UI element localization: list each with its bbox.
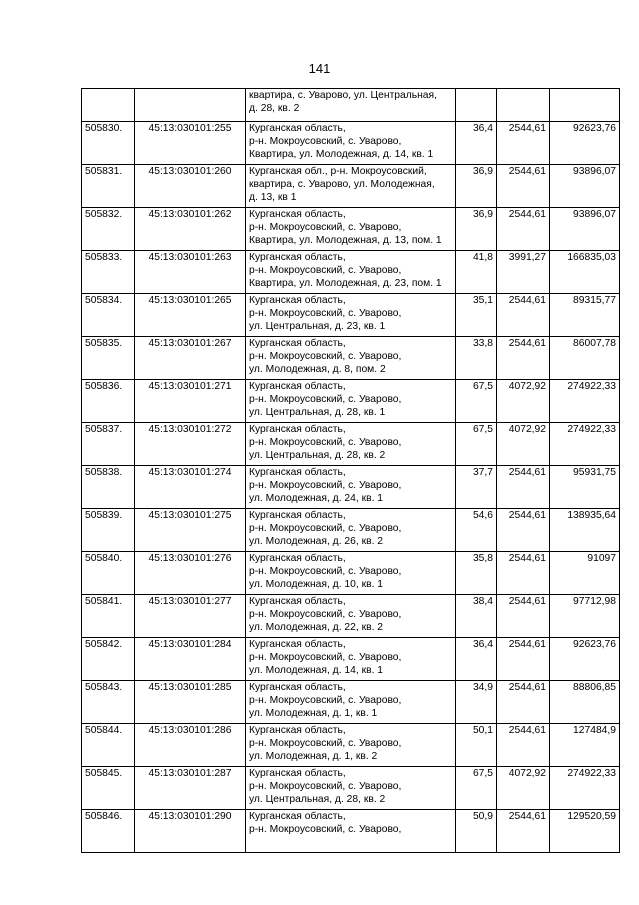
specific-value-cell: 2544,61	[497, 810, 550, 853]
table-row	[82, 681, 620, 724]
table-row	[82, 208, 620, 251]
cadastral-value-cell	[550, 89, 620, 122]
cadastral-number-cell: 45:13:030101:275	[135, 509, 246, 552]
cadastral-value-cell: 93896,07	[550, 208, 620, 251]
address-line: Курганская область,	[249, 209, 346, 220]
address-line: Курганская область,	[249, 553, 346, 564]
area-cell: 67,5	[456, 380, 497, 423]
address-cell	[246, 810, 456, 853]
specific-value-cell: 4072,92	[497, 767, 550, 810]
address-line: р-н. Мокроусовский, с. Уварово,	[249, 479, 402, 491]
row-number-cell: 505834.	[82, 294, 135, 337]
address-cell	[246, 208, 456, 251]
address-cell	[246, 122, 456, 165]
area-cell: 36,9	[456, 165, 497, 208]
cadastral-value-cell: 88806,85	[550, 681, 620, 724]
address-cell	[246, 380, 456, 423]
specific-value-cell: 2544,61	[497, 122, 550, 165]
address-line: квартира, с. Уварово, ул. Молодежная,	[249, 178, 435, 190]
area-cell: 36,4	[456, 122, 497, 165]
address-line: квартира, с. Уварово, ул. Центральная,	[249, 90, 437, 101]
area-cell: 38,4	[456, 595, 497, 638]
cadastral-number-cell: 45:13:030101:284	[135, 638, 246, 681]
area-cell: 36,4	[456, 638, 497, 681]
address-line: р-н. Мокроусовский, с. Уварово,	[249, 307, 402, 319]
address-cell	[246, 724, 456, 767]
address-line: ул. Молодежная, д. 14, кв. 1	[249, 664, 384, 676]
area-cell: 34,9	[456, 681, 497, 724]
address-cell	[246, 89, 456, 122]
address-line: ул. Центральная, д. 28, кв. 2	[249, 449, 386, 461]
row-number-cell	[82, 89, 135, 122]
address-line: ул. Центральная, д. 23, кв. 1	[249, 320, 386, 332]
specific-value-cell: 4072,92	[497, 380, 550, 423]
specific-value-cell: 2544,61	[497, 165, 550, 208]
address-line: р-н. Мокроусовский, с. Уварово,	[249, 436, 402, 448]
address-line: р-н. Мокроусовский, с. Уварово,	[249, 823, 402, 835]
address-cell	[246, 165, 456, 208]
address-line: ул. Молодежная, д. 22, кв. 2	[249, 621, 384, 633]
address-line: Курганская область,	[249, 252, 346, 263]
address-line: Курганская область,	[249, 381, 346, 392]
table-row	[82, 380, 620, 423]
row-number-cell: 505830.	[82, 122, 135, 165]
table-row	[82, 810, 620, 853]
address-line: Курганская область,	[249, 725, 346, 736]
table-row	[82, 509, 620, 552]
address-cell	[246, 337, 456, 380]
cadastral-value-table	[81, 88, 620, 853]
specific-value-cell: 2544,61	[497, 294, 550, 337]
address-line: р-н. Мокроусовский, с. Уварово,	[249, 135, 402, 147]
table-row	[82, 423, 620, 466]
area-cell: 67,5	[456, 423, 497, 466]
cadastral-value-cell: 97712,98	[550, 595, 620, 638]
cadastral-number-cell: 45:13:030101:285	[135, 681, 246, 724]
row-number-cell: 505842.	[82, 638, 135, 681]
specific-value-cell: 2544,61	[497, 681, 550, 724]
address-line: Курганская область,	[249, 510, 346, 521]
cadastral-number-cell: 45:13:030101:276	[135, 552, 246, 595]
area-cell: 41,8	[456, 251, 497, 294]
row-number-cell: 505836.	[82, 380, 135, 423]
row-number-cell: 505835.	[82, 337, 135, 380]
table-row	[82, 595, 620, 638]
cadastral-number-cell: 45:13:030101:287	[135, 767, 246, 810]
cadastral-value-cell: 138935,64	[550, 509, 620, 552]
address-line: р-н. Мокроусовский, с. Уварово,	[249, 350, 402, 362]
cadastral-number-cell: 45:13:030101:255	[135, 122, 246, 165]
row-number-cell: 505839.	[82, 509, 135, 552]
cadastral-number-cell: 45:13:030101:271	[135, 380, 246, 423]
table-row	[82, 767, 620, 810]
cadastral-number-cell: 45:13:030101:260	[135, 165, 246, 208]
specific-value-cell: 2544,61	[497, 337, 550, 380]
cadastral-value-cell: 91097	[550, 552, 620, 595]
area-cell: 35,8	[456, 552, 497, 595]
table-row	[82, 552, 620, 595]
address-line: ул. Молодежная, д. 1, кв. 2	[249, 750, 378, 762]
address-cell	[246, 251, 456, 294]
cadastral-value-cell: 92623,76	[550, 638, 620, 681]
table-row	[82, 294, 620, 337]
area-cell: 67,5	[456, 767, 497, 810]
row-number-cell: 505840.	[82, 552, 135, 595]
address-line: Курганская область,	[249, 811, 346, 822]
address-line: д. 13, кв 1	[249, 191, 297, 203]
address-line: Курганская область,	[249, 768, 346, 779]
cadastral-number-cell: 45:13:030101:262	[135, 208, 246, 251]
specific-value-cell	[497, 89, 550, 122]
area-cell: 54,6	[456, 509, 497, 552]
cadastral-value-cell: 86007,78	[550, 337, 620, 380]
area-cell: 35,1	[456, 294, 497, 337]
row-number-cell: 505846.	[82, 810, 135, 853]
address-line: р-н. Мокроусовский, с. Уварово,	[249, 608, 402, 620]
cadastral-value-cell: 89315,77	[550, 294, 620, 337]
row-number-cell: 505843.	[82, 681, 135, 724]
cadastral-number-cell: 45:13:030101:277	[135, 595, 246, 638]
cadastral-value-cell: 274922,33	[550, 380, 620, 423]
table-row	[82, 638, 620, 681]
table-row	[82, 724, 620, 767]
cadastral-number-cell	[135, 89, 246, 122]
row-number-cell: 505837.	[82, 423, 135, 466]
specific-value-cell: 4072,92	[497, 423, 550, 466]
cadastral-value-cell: 92623,76	[550, 122, 620, 165]
address-line: Курганская область,	[249, 639, 346, 650]
address-line: Курганская область,	[249, 338, 346, 349]
table-body	[82, 89, 620, 853]
address-cell	[246, 552, 456, 595]
row-number-cell: 505844.	[82, 724, 135, 767]
cadastral-number-cell: 45:13:030101:265	[135, 294, 246, 337]
table-row	[82, 337, 620, 380]
row-number-cell: 505833.	[82, 251, 135, 294]
address-line: Квартира, ул. Молодежная, д. 23, пом. 1	[249, 277, 442, 289]
cadastral-value-cell: 274922,33	[550, 423, 620, 466]
address-cell	[246, 466, 456, 509]
area-cell: 50,1	[456, 724, 497, 767]
specific-value-cell: 3991,27	[497, 251, 550, 294]
area-cell: 36,9	[456, 208, 497, 251]
table-row	[82, 89, 620, 122]
address-line: р-н. Мокроусовский, с. Уварово,	[249, 694, 402, 706]
row-number-cell: 505838.	[82, 466, 135, 509]
specific-value-cell: 2544,61	[497, 638, 550, 681]
address-line: р-н. Мокроусовский, с. Уварово,	[249, 780, 402, 792]
address-cell	[246, 509, 456, 552]
specific-value-cell: 2544,61	[497, 552, 550, 595]
cadastral-value-cell: 127484,9	[550, 724, 620, 767]
table-row	[82, 466, 620, 509]
cadastral-number-cell: 45:13:030101:274	[135, 466, 246, 509]
area-cell: 33,8	[456, 337, 497, 380]
address-line: ул. Центральная, д. 28, кв. 2	[249, 793, 386, 805]
cadastral-number-cell: 45:13:030101:290	[135, 810, 246, 853]
page-number: 141	[308, 61, 331, 76]
cadastral-number-cell: 45:13:030101:286	[135, 724, 246, 767]
address-line: Курганская область,	[249, 424, 346, 435]
specific-value-cell: 2544,61	[497, 595, 550, 638]
address-line: р-н. Мокроусовский, с. Уварово,	[249, 264, 402, 276]
address-line: ул. Молодежная, д. 10, кв. 1	[249, 578, 384, 590]
table-row	[82, 122, 620, 165]
address-cell	[246, 595, 456, 638]
area-cell: 50,9	[456, 810, 497, 853]
area-cell: 37,7	[456, 466, 497, 509]
address-line: р-н. Мокроусовский, с. Уварово,	[249, 522, 402, 534]
specific-value-cell: 2544,61	[497, 208, 550, 251]
address-line: Курганская область,	[249, 295, 346, 306]
cadastral-number-cell: 45:13:030101:263	[135, 251, 246, 294]
address-cell	[246, 423, 456, 466]
address-line: ул. Молодежная, д. 8, пом. 2	[249, 363, 386, 375]
address-line: р-н. Мокроусовский, с. Уварово,	[249, 565, 402, 577]
table-row	[82, 165, 620, 208]
address-line: р-н. Мокроусовский, с. Уварово,	[249, 651, 402, 663]
address-line: Курганская область,	[249, 467, 346, 478]
row-number-cell: 505845.	[82, 767, 135, 810]
address-line: Курганская область,	[249, 682, 346, 693]
row-number-cell: 505831.	[82, 165, 135, 208]
address-line: д. 28, кв. 2	[249, 102, 300, 114]
address-line: р-н. Мокроусовский, с. Уварово,	[249, 737, 402, 749]
address-line: Квартира, ул. Молодежная, д. 13, пом. 1	[249, 234, 442, 246]
address-line: ул. Молодежная, д. 24, кв. 1	[249, 492, 384, 504]
address-line: р-н. Мокроусовский, с. Уварово,	[249, 393, 402, 405]
address-line: р-н. Мокроусовский, с. Уварово,	[249, 221, 402, 233]
specific-value-cell: 2544,61	[497, 509, 550, 552]
cadastral-value-cell: 129520,59	[550, 810, 620, 853]
cadastral-number-cell: 45:13:030101:272	[135, 423, 246, 466]
row-number-cell: 505832.	[82, 208, 135, 251]
address-cell	[246, 638, 456, 681]
address-line: Курганская обл., р-н. Мокроусовский,	[249, 166, 427, 177]
cadastral-value-cell: 274922,33	[550, 767, 620, 810]
address-line: ул. Молодежная, д. 26, кв. 2	[249, 535, 384, 547]
row-number-cell: 505841.	[82, 595, 135, 638]
table-row	[82, 251, 620, 294]
cadastral-value-cell: 95931,75	[550, 466, 620, 509]
specific-value-cell: 2544,61	[497, 724, 550, 767]
address-cell	[246, 767, 456, 810]
address-line: Курганская область,	[249, 123, 346, 134]
area-cell	[456, 89, 497, 122]
cadastral-number-cell: 45:13:030101:267	[135, 337, 246, 380]
address-line: ул. Центральная, д. 28, кв. 1	[249, 406, 386, 418]
address-line: ул. Молодежная, д. 1, кв. 1	[249, 707, 378, 719]
address-cell	[246, 294, 456, 337]
cadastral-value-cell: 166835,03	[550, 251, 620, 294]
cadastral-value-cell: 93896,07	[550, 165, 620, 208]
specific-value-cell: 2544,61	[497, 466, 550, 509]
address-cell	[246, 681, 456, 724]
address-line: Квартира, ул. Молодежная, д. 14, кв. 1	[249, 148, 434, 160]
address-line: Курганская область,	[249, 596, 346, 607]
